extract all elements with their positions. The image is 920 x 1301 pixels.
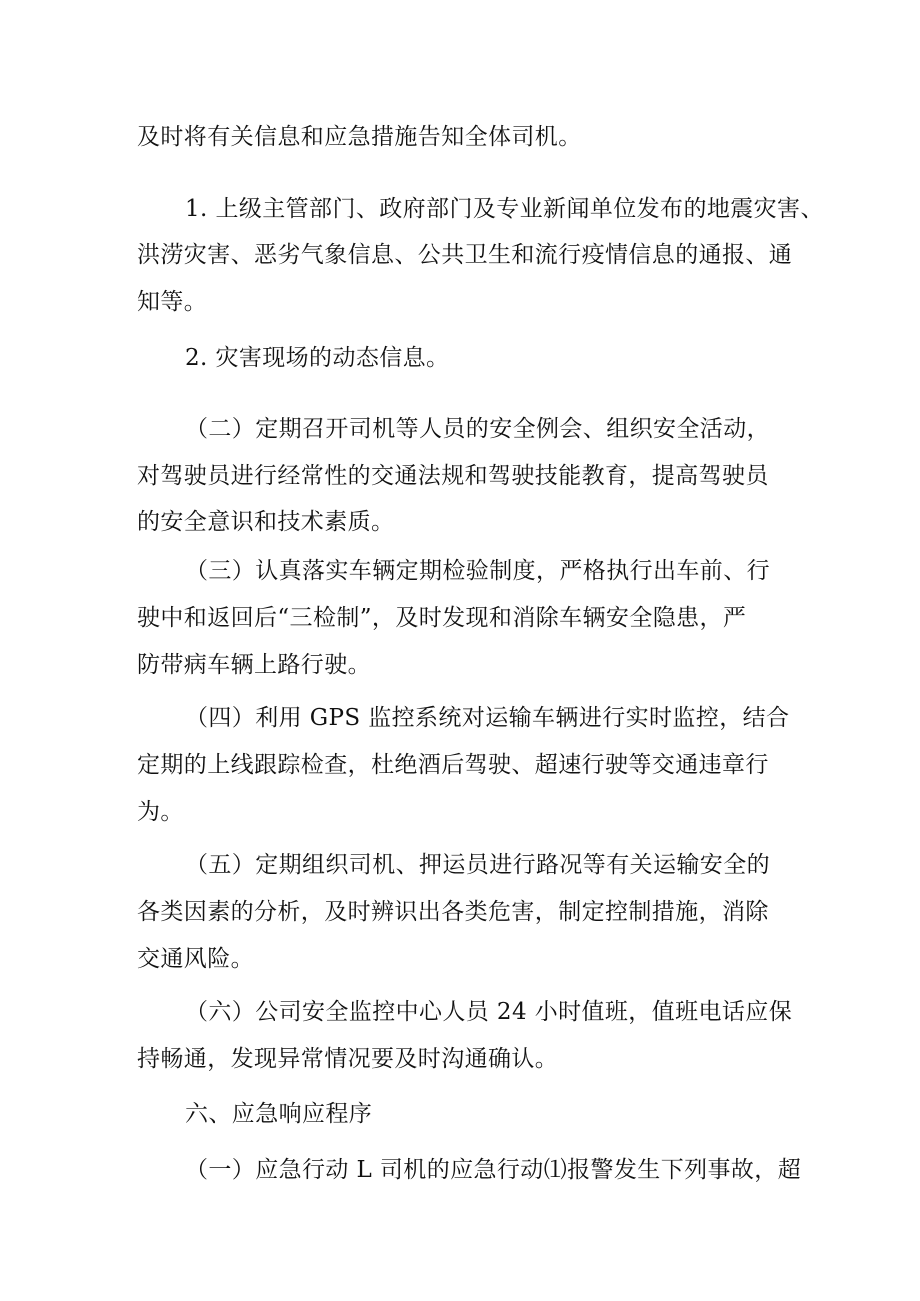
paragraph-line: （三）认真落实车辆定期检验制度，严格执行出车前、行 [185,558,770,584]
paragraph-line: （五）定期组织司机、押运员进行路况等有关运输安全的 [185,852,770,878]
paragraph-line: 的安全意识和技术素质。 [137,509,395,535]
paragraph-line: 为。 [137,799,184,825]
paragraph-line: 持畅通，发现异常情况要及时沟通确认。 [137,1046,559,1072]
paragraph-line: （四）利用 GPS 监控系统对运输车辆进行实时监控，结合 [185,705,790,731]
paragraph-line: （一）应急行动 L 司机的应急行动⑴报警发生下列事故，超 [185,1157,802,1183]
paragraph-line: 驶中和返回后“三检制”，及时发现和消除车辆安全隐患，严 [137,605,747,631]
paragraph-line: 及时将有关信息和应急措施告知全体司机。 [137,124,582,150]
paragraph-line: 交通风险。 [137,946,254,972]
paragraph-line: 2. 灾害现场的动态信息。 [185,345,450,371]
paragraph-line: 定期的上线跟踪检查，杜绝酒后驾驶、超速行驶等交通违章行 [137,752,769,778]
paragraph-line: 防带病车辆上路行驶。 [137,652,371,678]
paragraph-line: 知等。 [137,289,208,315]
paragraph-line: 对驾驶员进行经常性的交通法规和驾驶技能教育，提高驾驶员 [137,463,769,489]
section-heading: 六、应急响应程序 [185,1101,373,1127]
paragraph-line: 各类因素的分析，及时辨识出各类危害，制定控制措施，消除 [137,899,769,925]
paragraph-line: 1. 上级主管部门、政府部门及专业新闻单位发布的地震灾害、 [185,196,824,222]
paragraph-line: 洪涝灾害、恶劣气象信息、公共卫生和流行疫情信息的通报、通 [137,242,793,268]
paragraph-line: （二）定期召开司机等人员的安全例会、组织安全活动， [185,416,770,442]
paragraph-line: （六）公司安全监控中心人员 24 小时值班，值班电话应保 [185,999,793,1025]
